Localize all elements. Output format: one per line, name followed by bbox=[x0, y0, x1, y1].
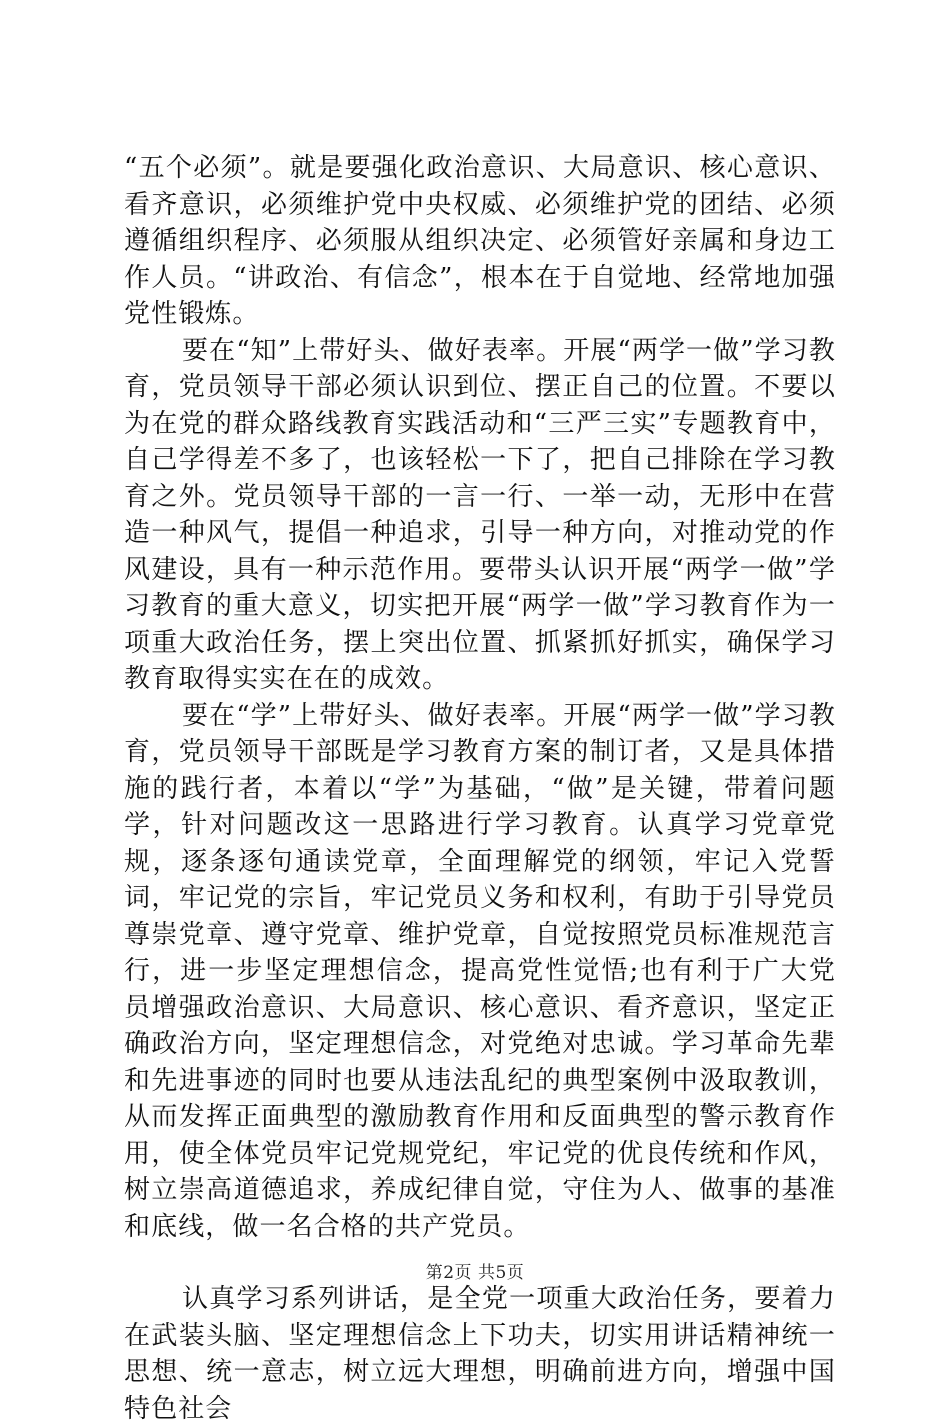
paragraph-4: 认真学习系列讲话，是全党一项重大政治任务，要着力在武装头脑、坚定理想信念上下功夫，切实用讲话精神统一思想、统一意志，树立远大理想，明确前进方向，增强中国特色社会 bbox=[124, 1284, 836, 1424]
paragraph-3: 要在“学”上带好头、做好表率。开展“两学一做”学习教育，党员领导干部既是学习教育方案的制订者，又是具体措施的践行者，本着以“学”为基础，“做”是关键，带着问题学，针对问题改这一思路进行学习教育。认真学习党章党规，逐条逐句通读党章，全面理解党的纲领，牢记入党誓词，牢记党的宗旨，牢记党员义务和权利，有助于引导党员尊崇党章、遵守党章、维护党章，自觉按照党员标准规范言行，进一步坚定理想信念，提高党性觉悟;也有利于广大党员增强政治意识、大局意识、核心意识、看齐意识，坚定正确政治方向，坚定理想信念，对党绝对忠诚。学习革命先辈和先进事迹的同时也要从违法乱纪的典型案例中汲取教训，从而发挥正面典型的激励教育作用和反面典型的警示教育作用，使全体党员牢记党规党纪，牢记党的优良传统和作风，树立崇高道德追求，养成纪律自觉，守住为人、做事的基准和底线，做一名合格的共产党员。 bbox=[124, 700, 836, 1242]
paragraph-1: “五个必须”。就是要强化政治意识、大局意识、核心意识、看齐意识，必须维护党中央权威、必须维护党的团结、必须遵循组织程序、必须服从组织决定、必须管好亲属和身边工作人员。“讲政治、有信念”，根本在于自觉地、经常地加强党性锻炼。 bbox=[124, 153, 836, 329]
document-body bbox=[124, 150, 836, 1427]
paragraph-2: 要在“知”上带好头、做好表率。开展“两学一做”学习教育，党员领导干部必须认识到位、摆正自己的位置。不要以为在党的群众路线教育实践活动和“三严三实”专题教育中，自己学得差不多了，也该轻松一下了，把自己排除在学习教育之外。党员领导干部的一言一行、一举一动，无形中在营造一种风气，提倡一种追求，引导一种方向，对推动党的作风建设，具有一种示范作用。要带头认识开展“两学一做”学习教育的重大意义，切实把开展“两学一做”学习教育作为一项重大政治任务，摆上突出位置、抓紧抓好抓实，确保学习教育取得实实在在的成效。 bbox=[124, 335, 836, 694]
page-number-footer: 第2页 共5页 bbox=[425, 1263, 525, 1283]
